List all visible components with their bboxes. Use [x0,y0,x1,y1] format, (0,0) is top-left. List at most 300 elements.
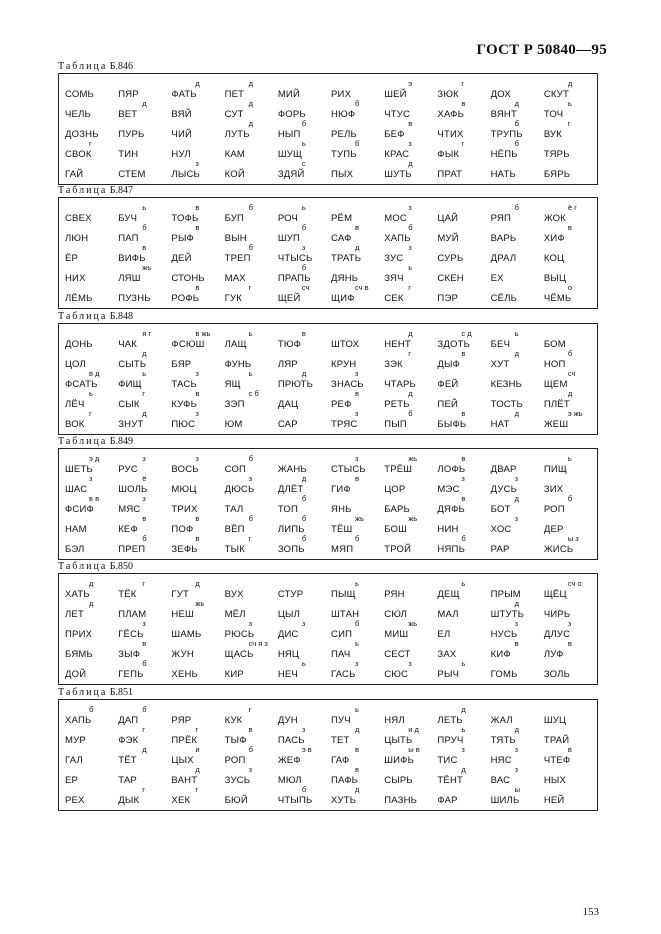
cell-mark: с б [248,389,259,398]
table-cell [543,454,597,477]
cell-word: БУП [224,213,245,224]
table-cell [384,582,437,602]
cell-word: РЮСЬ [224,629,255,640]
cell-mark: сч [567,369,576,378]
cell-mark: д [461,705,466,714]
cell-word: НАТ [490,419,510,430]
cell-mark: з [301,725,306,734]
cell-mark: ь [301,659,306,668]
table-cell [277,619,331,642]
table-cell [224,119,278,142]
cell-word: КЕЗНЬ [490,379,523,390]
table-cell [437,99,490,122]
cell-word: БЫФЬ [437,419,467,430]
cell-word: ШУЩ [277,149,303,160]
cell-mark: в [355,745,359,754]
cell-mark: с [301,159,306,168]
table-cell [171,223,224,246]
cell-word: ПАСЬ [277,735,305,746]
table-cell [171,409,224,432]
cell-word: ПИЩ [543,464,567,475]
cell-word: ВЯНТ [490,109,517,120]
cell-word: РЕТЬ [384,399,410,410]
table-cell [437,206,490,226]
table-cell [118,162,171,182]
table-caption-number: Б.847 [109,185,134,196]
cell-word: ДИС [277,629,299,640]
cell-mark: сч о [567,579,582,588]
cell-word: ЩЁЦ [543,589,567,600]
cell-mark: в [514,639,519,648]
table-cell [544,708,597,728]
table-row [59,223,597,246]
cell-word: ХЕК [171,795,191,806]
cell-mark: б [408,223,413,232]
table-cell [543,223,597,246]
cell-mark: в [461,349,466,358]
table-cell [437,579,490,602]
table-cell [225,412,278,432]
cell-mark: ь [142,369,147,378]
table-cell [490,203,544,226]
cell-word: ШИФЬ [384,755,415,766]
table-cell [65,728,118,748]
cell-mark: э в [301,745,312,754]
cell-word: ТРЯС [331,419,358,430]
table-cell [437,266,490,286]
cell-word: СЮС [384,669,409,680]
cell-word: ЩЕЙ [277,293,301,304]
cell-mark: ь [567,454,572,463]
cell-mark: б [248,243,253,252]
cell-word: ВАНТ [171,775,198,786]
cell-word: ДЕЙ [171,253,192,264]
table-cell [224,389,278,412]
table-cell [491,246,544,266]
cell-mark: б [142,705,147,714]
cell-mark: в [142,514,147,523]
cell-word: БЯМЬ [65,649,93,660]
cell-word: СТЫСЬ [331,464,366,475]
cell-mark: ь [89,389,93,398]
table-cell [437,286,490,306]
table-row [59,534,597,557]
cell-mark: в жь [195,329,211,338]
cell-word: ЧТЕФ [543,755,571,766]
cell-word: ЗИХ [543,484,564,495]
table-cell [437,349,490,372]
cell-mark: сч [301,283,310,292]
cell-word: ВОСЬ [171,464,199,475]
table-cell [384,283,437,306]
cell-mark: з [461,474,465,483]
table-cell [171,642,224,662]
table-cell [543,494,597,517]
cell-word: ХАТЬ [65,589,90,600]
cell-mark: жь [408,454,418,463]
table-cell [65,768,118,788]
cell-word: МАХ [224,273,246,284]
cell-mark: в [355,389,359,398]
cell-word: СТУР [277,589,304,600]
cell-word: ХАФЬ [437,109,465,120]
cell-mark: ь [142,203,147,212]
cell-mark: б [301,494,307,503]
cell-word: МЁЛ [224,609,246,620]
cell-mark: в в [89,494,100,503]
table-cell [118,286,171,306]
table-cell [437,409,490,432]
cell-mark: б [301,514,307,523]
cell-word: НУСЬ [490,629,518,640]
table-cell [544,142,597,162]
table-cell [224,243,278,266]
cell-mark: я г [142,329,152,338]
table-caption-word: Таблица [58,185,108,196]
cell-word: ДАП [118,715,139,726]
table-cell [490,349,544,372]
cell-word: ТРИХ [171,504,198,515]
cell-mark: в [195,223,200,232]
table-caption-number: Б.846 [109,61,134,72]
cell-mark: в [461,409,466,418]
cell-word: ЦОЛ [65,359,86,370]
cell-mark: жь [355,514,364,523]
cell-word: ТИН [118,149,139,160]
table-cell [384,477,437,497]
table-block [58,61,598,185]
table-frame [58,197,598,309]
cell-mark: д [301,474,307,483]
cell-mark: ь [461,725,466,734]
cell-mark: б [514,203,519,212]
cell-word: МОС [384,213,407,224]
cell-word: ТЁШ [331,524,353,535]
table-cell [491,372,544,392]
table-cell [65,266,118,286]
table-cell [544,246,597,266]
cell-mark: в [461,494,466,503]
cell-mark: в [195,389,200,398]
table-row [59,243,597,266]
cell-word: НЯЦ [277,649,300,660]
cell-mark: г [248,534,252,543]
table-cell [278,82,331,102]
cell-word: ФЫК [437,149,460,160]
cell-word: ФУНЬ [224,359,252,370]
table-cell [171,159,224,182]
cell-mark: в [408,119,413,128]
cell-word: ТЮФ [277,339,302,350]
cell-mark: жь [195,599,205,608]
table-cell [224,534,278,557]
cell-word: ВОК [65,419,85,430]
cell-word: СТЕМ [118,169,146,180]
table-cell [491,266,544,286]
cell-word: ВЁП [224,524,245,535]
cell-word: ЧЁМЬ [543,293,572,304]
table-cell [437,622,490,642]
table-caption [58,561,598,573]
cell-mark: в [195,203,200,212]
cell-word: ВУК [543,129,563,140]
table-cell [171,122,224,142]
cell-mark: сч я з [248,639,268,648]
cell-word: ЖАНЬ [277,464,307,475]
cell-word: ПРАПЬ [277,273,311,284]
cell-mark: б [514,119,519,128]
cell-word: ГЁСЬ [118,629,144,640]
cell-word: ДОНЬ [65,339,93,350]
cell-word: СОМЬ [65,89,94,100]
table-cell [437,226,490,246]
table-cell [65,162,118,182]
cell-mark: в [195,514,200,523]
table-caption-number: Б.849 [109,436,134,447]
table-cell [543,119,597,142]
cell-word: ВЯЙ [171,109,192,120]
cell-word: МИЙ [277,89,300,100]
table-cell [331,659,384,682]
cell-word: ЦЫХ [171,755,194,766]
cell-mark: б [355,534,360,543]
table-cell [490,409,544,432]
cell-word: ПРУЧ [437,735,464,746]
cell-word: СИП [331,629,353,640]
cell-word: ХИФ [543,233,565,244]
table-cell [437,788,490,808]
cell-word: ДОЗНЬ [65,129,99,140]
cell-word: ЧИЙ [171,129,192,140]
cell-word: ПУЗНЬ [118,293,151,304]
table-cell [65,82,118,102]
cell-word: ЯНЬ [331,504,352,515]
cell-word: ШУТЬ [384,169,412,180]
cell-word: ЗЮК [437,89,459,100]
cell-mark: д [408,159,413,168]
table-caption-word: Таблица [58,561,108,572]
table-cell [543,283,597,306]
cell-word: КУК [224,715,243,726]
cell-mark: ь [514,329,519,338]
table-cell [171,662,224,682]
table-cell [225,142,278,162]
cell-mark: б [514,139,519,148]
cell-word: ЛЁМЬ [65,293,93,304]
cell-mark: жь [142,263,152,272]
table-cell [171,785,224,808]
cell-mark: б [142,223,147,232]
cell-mark: д [567,79,573,88]
cell-word: ВАРЬ [490,233,517,244]
cell-word: САР [277,419,298,430]
table-caption-word: Таблица [58,311,108,322]
cell-word: ПАП [118,233,139,244]
table-cell [543,745,597,768]
table-cell [384,537,437,557]
cell-mark: в [461,99,466,108]
cell-word: БОТ [490,504,511,515]
cell-word: ДОХ [490,89,511,100]
table-cell [224,329,278,352]
cell-mark: г [142,389,145,398]
cell-word: ХУТЬ [331,795,357,806]
cell-mark: б [567,349,573,358]
cell-mark: г [142,785,145,794]
cell-mark: э д [89,454,100,463]
cell-word: БУЧ [118,213,138,224]
cell-word: РОФЬ [171,293,200,304]
cell-mark: б [89,705,94,714]
table-cell [65,517,118,537]
table-cell [543,579,597,602]
table-cell [278,392,331,412]
table-cell [65,748,118,768]
cell-word: ГУК [224,293,242,304]
cell-word: ЖАЛ [490,715,513,726]
table-cell [384,454,437,477]
table-cell [224,203,278,226]
cell-word: РЫЧ [437,669,460,680]
table-cell [118,785,171,808]
cell-word: ПЫП [384,419,407,430]
table-row [59,409,597,432]
cell-mark: б [355,619,360,628]
cell-word: РОЧ [277,213,299,224]
cell-word: ШОЛЬ [118,484,148,495]
cell-word: НЕШ [171,609,194,620]
table-cell [491,162,544,182]
cell-word: ЖЕФ [277,755,301,766]
cell-mark: в [301,329,306,338]
table-caption-word: Таблица [58,687,108,698]
cell-word: НЕЙ [543,795,565,806]
cell-word: ЗОЛЬ [543,669,571,680]
cell-mark: д [195,765,200,774]
cell-word: НЫП [277,129,301,140]
cell-mark: б [301,119,307,128]
cell-mark: з [514,745,519,754]
cell-word: БЕФ [384,129,405,140]
cell-mark: д [514,725,520,734]
table-cell [384,514,437,537]
cell-word: ЖЕШ [543,419,569,430]
cell-mark: д [355,785,360,794]
cell-word: ЁР [65,253,79,264]
cell-word: БЮЙ [224,795,248,806]
cell-mark: г [461,79,465,88]
cell-mark: б [461,534,466,543]
table-cell [65,286,118,306]
table-cell [544,662,597,682]
table-row [59,639,597,662]
cell-word: БОШ [384,524,408,535]
cell-word: ШАМЬ [171,629,202,640]
cell-word: ДЕЩ [437,589,460,600]
cell-word: КУФЬ [171,399,198,410]
table-cell [331,332,384,352]
table-cell [491,537,544,557]
cell-word: КРУН [331,359,357,370]
cell-word: ФЭК [118,735,139,746]
table-cell [171,329,224,352]
cell-mark: з [567,619,572,628]
cell-mark: г [89,409,92,418]
cell-word: СЕК [384,293,404,304]
table-row [59,349,597,372]
cell-word: ДУСЬ [490,484,518,495]
cell-mark: д [248,99,253,108]
cell-mark: д [514,349,520,358]
cell-word: ЦЫТЬ [384,735,413,746]
cell-word: САФ [331,233,352,244]
cell-word: ТРЕП [224,253,251,264]
table-cell [225,662,278,682]
cell-word: ТРУПЬ [490,129,523,140]
cell-mark: з [355,369,359,378]
cell-word: ЧТАРЬ [384,379,416,390]
cell-mark: г [142,579,145,588]
cell-mark: о [567,283,572,292]
cell-word: ЖУН [171,649,194,660]
cell-word: ЗЭП [224,399,245,410]
cell-mark: ь [461,579,466,588]
cell-word: НЯПЬ [437,544,466,555]
cell-word: КРАС [384,149,410,160]
table-cell [118,409,171,432]
cell-mark: з [195,454,199,463]
table-cell [118,579,171,602]
cell-word: ТОП [277,504,299,515]
table-cell [384,159,437,182]
cell-word: ТЯТЬ [490,735,516,746]
cell-mark: д [142,349,147,358]
cell-mark: в [195,283,200,292]
cell-word: ЩИФ [331,293,355,304]
cell-mark: д [301,369,307,378]
cell-word: РАР [490,544,510,555]
cell-word: ЧАК [118,339,138,350]
cell-mark: в [355,223,359,232]
table-cell [277,283,331,306]
cell-mark: з [408,659,412,668]
cell-word: РУС [118,464,138,475]
table-cell [65,139,118,162]
cell-word: ЗЭК [384,359,403,370]
cell-word: ПЕЙ [437,399,459,410]
cell-mark: б [248,203,253,212]
cell-word: ЛАЩ [224,339,247,350]
cell-mark: д [514,494,520,503]
cell-word: ТОСТЬ [490,399,523,410]
cell-mark: б [142,534,147,543]
cell-word: ХАПЬ [65,715,92,726]
cell-mark: в [567,223,572,232]
cell-word: СТОНЬ [171,273,205,284]
cell-word: ПАЗНЬ [384,795,418,806]
cell-mark: в [355,474,359,483]
cell-word: ПАЧ [331,649,351,660]
cell-word: СЫТЬ [118,359,147,370]
cell-word: ШУП [277,233,300,244]
cell-word: ФСИФ [65,504,94,515]
cell-mark: сч в [355,283,369,292]
cell-word: ГАЛ [65,755,83,766]
cell-mark: з [355,659,359,668]
cell-mark: з [195,409,199,418]
cell-mark: г [408,283,411,292]
cell-word: ФАР [437,795,458,806]
